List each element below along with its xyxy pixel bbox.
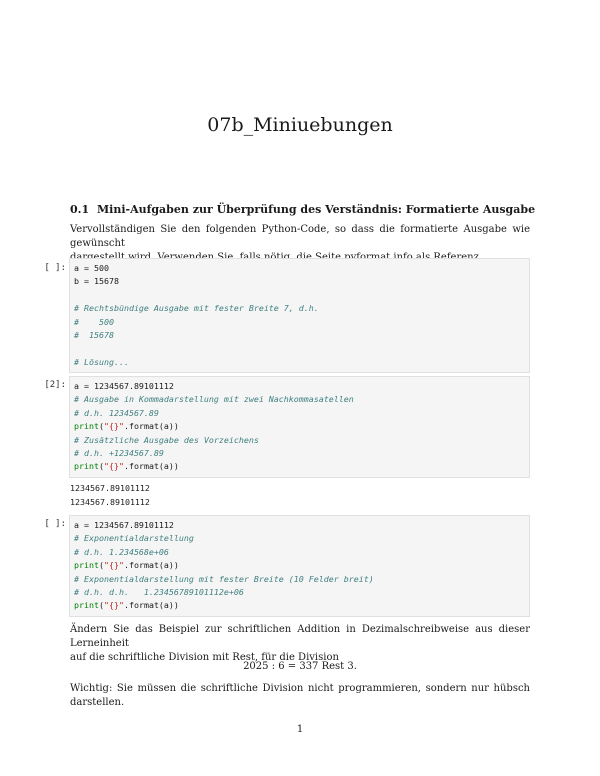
- code-comment: # d.h. 1234567.89: [74, 407, 159, 418]
- code-token: (: [98, 600, 104, 611]
- code-token: b = 15678: [74, 276, 119, 287]
- code-line: [74, 356, 525, 369]
- intro-line-1: Vervollständigen Sie den folgenden Python-Code, so dass die formatierte Ausgabe wie gewünscht: [70, 224, 530, 249]
- code-token: a = 500: [74, 263, 109, 273]
- code-keyword: print: [74, 560, 99, 571]
- code-cell-1[interactable]: [69, 258, 530, 373]
- code-line: [74, 434, 525, 447]
- cell-prompt-2: [2]:: [44, 380, 66, 390]
- code-line: [74, 393, 525, 406]
- code-token: (: [98, 560, 104, 571]
- code-cell-3[interactable]: [69, 515, 530, 617]
- task-line-2: auf die schriftliche Division mit Rest, für die Division: [70, 652, 339, 663]
- code-line: [74, 532, 525, 545]
- code-comment: # Exponentialdarstellung: [74, 533, 194, 544]
- page-number: 1: [296, 724, 304, 735]
- note-line-1: Wichtig: Sie müssen die schriftliche Division nicht programmieren, sondern nur hübsch: [70, 683, 530, 694]
- code-string: "{}": [103, 560, 124, 571]
- code-keyword: print: [74, 600, 99, 611]
- code-token: (: [98, 421, 104, 432]
- code-line: [74, 262, 525, 275]
- code-token: .format(a)): [123, 600, 179, 611]
- task-line-1: Ändern Sie das Beispiel zur schriftlichen Addition in Dezimalschreibweise aus dieser Lerneinheit: [70, 624, 530, 649]
- code-token: a = 1234567.89101112: [74, 381, 174, 391]
- code-line: [74, 573, 525, 586]
- code-line: [74, 460, 525, 473]
- cell-output-line-1: 1234567.89101112: [70, 483, 150, 493]
- code-token: .format(a)): [123, 461, 179, 472]
- code-comment: # Zusätzliche Ausgabe des Vorzeichens: [74, 434, 259, 445]
- code-line: [74, 559, 525, 572]
- code-token: .format(a)): [123, 560, 179, 571]
- code-line: [74, 447, 525, 460]
- note-line-2: darstellen.: [70, 697, 125, 708]
- division-formula: 2025 : 6 = 337 Rest 3.: [243, 661, 357, 672]
- code-token: a = 1234567.89101112: [74, 520, 174, 530]
- code-line: [74, 302, 525, 315]
- code-comment: # 15678: [74, 329, 114, 340]
- code-line: [74, 380, 525, 393]
- code-comment: # d.h. d.h. 1.23456789101112e+06: [74, 586, 244, 597]
- code-cell-2[interactable]: [69, 376, 530, 478]
- code-line: [74, 407, 525, 420]
- code-comment: # Rechtsbündige Ausgabe mit fester Breite 7, d.h.: [74, 303, 319, 314]
- code-line: [74, 546, 525, 559]
- code-token: .format(a)): [123, 421, 179, 432]
- code-line: [74, 342, 525, 355]
- cell-prompt-3: [ ]:: [44, 519, 66, 529]
- code-keyword: print: [74, 421, 99, 432]
- code-line: [74, 289, 525, 302]
- code-string: "{}": [103, 421, 124, 432]
- code-comment: # Lösung...: [74, 356, 129, 367]
- code-comment: # d.h. +1234567.89: [74, 447, 164, 458]
- code-line: [74, 275, 525, 288]
- task-paragraph: [70, 623, 530, 665]
- cell-prompt-1: [ ]:: [44, 263, 66, 273]
- note-paragraph: [70, 682, 530, 710]
- code-line: [74, 519, 525, 532]
- code-comment: # 500: [74, 316, 114, 327]
- code-comment: # Ausgabe in Kommadarstellung mit zwei Nachkommasatellen: [74, 394, 354, 405]
- code-keyword: print: [74, 461, 99, 472]
- code-line: [74, 599, 525, 612]
- cell-output-line-2: 1234567.89101112: [70, 497, 150, 507]
- section-number: 0.1: [70, 203, 90, 216]
- code-line: [74, 329, 525, 342]
- code-line: [74, 420, 525, 433]
- code-line: [74, 586, 525, 599]
- page-title: 07b_Miniuebungen: [207, 114, 393, 136]
- code-string: "{}": [103, 461, 124, 472]
- code-string: "{}": [103, 600, 124, 611]
- section-heading: [70, 203, 535, 216]
- code-comment: # d.h. 1.234568e+06: [74, 546, 169, 557]
- code-token: (: [98, 461, 104, 472]
- code-line: [74, 316, 525, 329]
- code-comment: # Exponentialdarstellung mit fester Breite (10 Felder breit): [74, 573, 374, 584]
- section-title: Mini-Aufgaben zur Überprüfung des Verständnis: Formatierte Ausgabe: [97, 203, 536, 216]
